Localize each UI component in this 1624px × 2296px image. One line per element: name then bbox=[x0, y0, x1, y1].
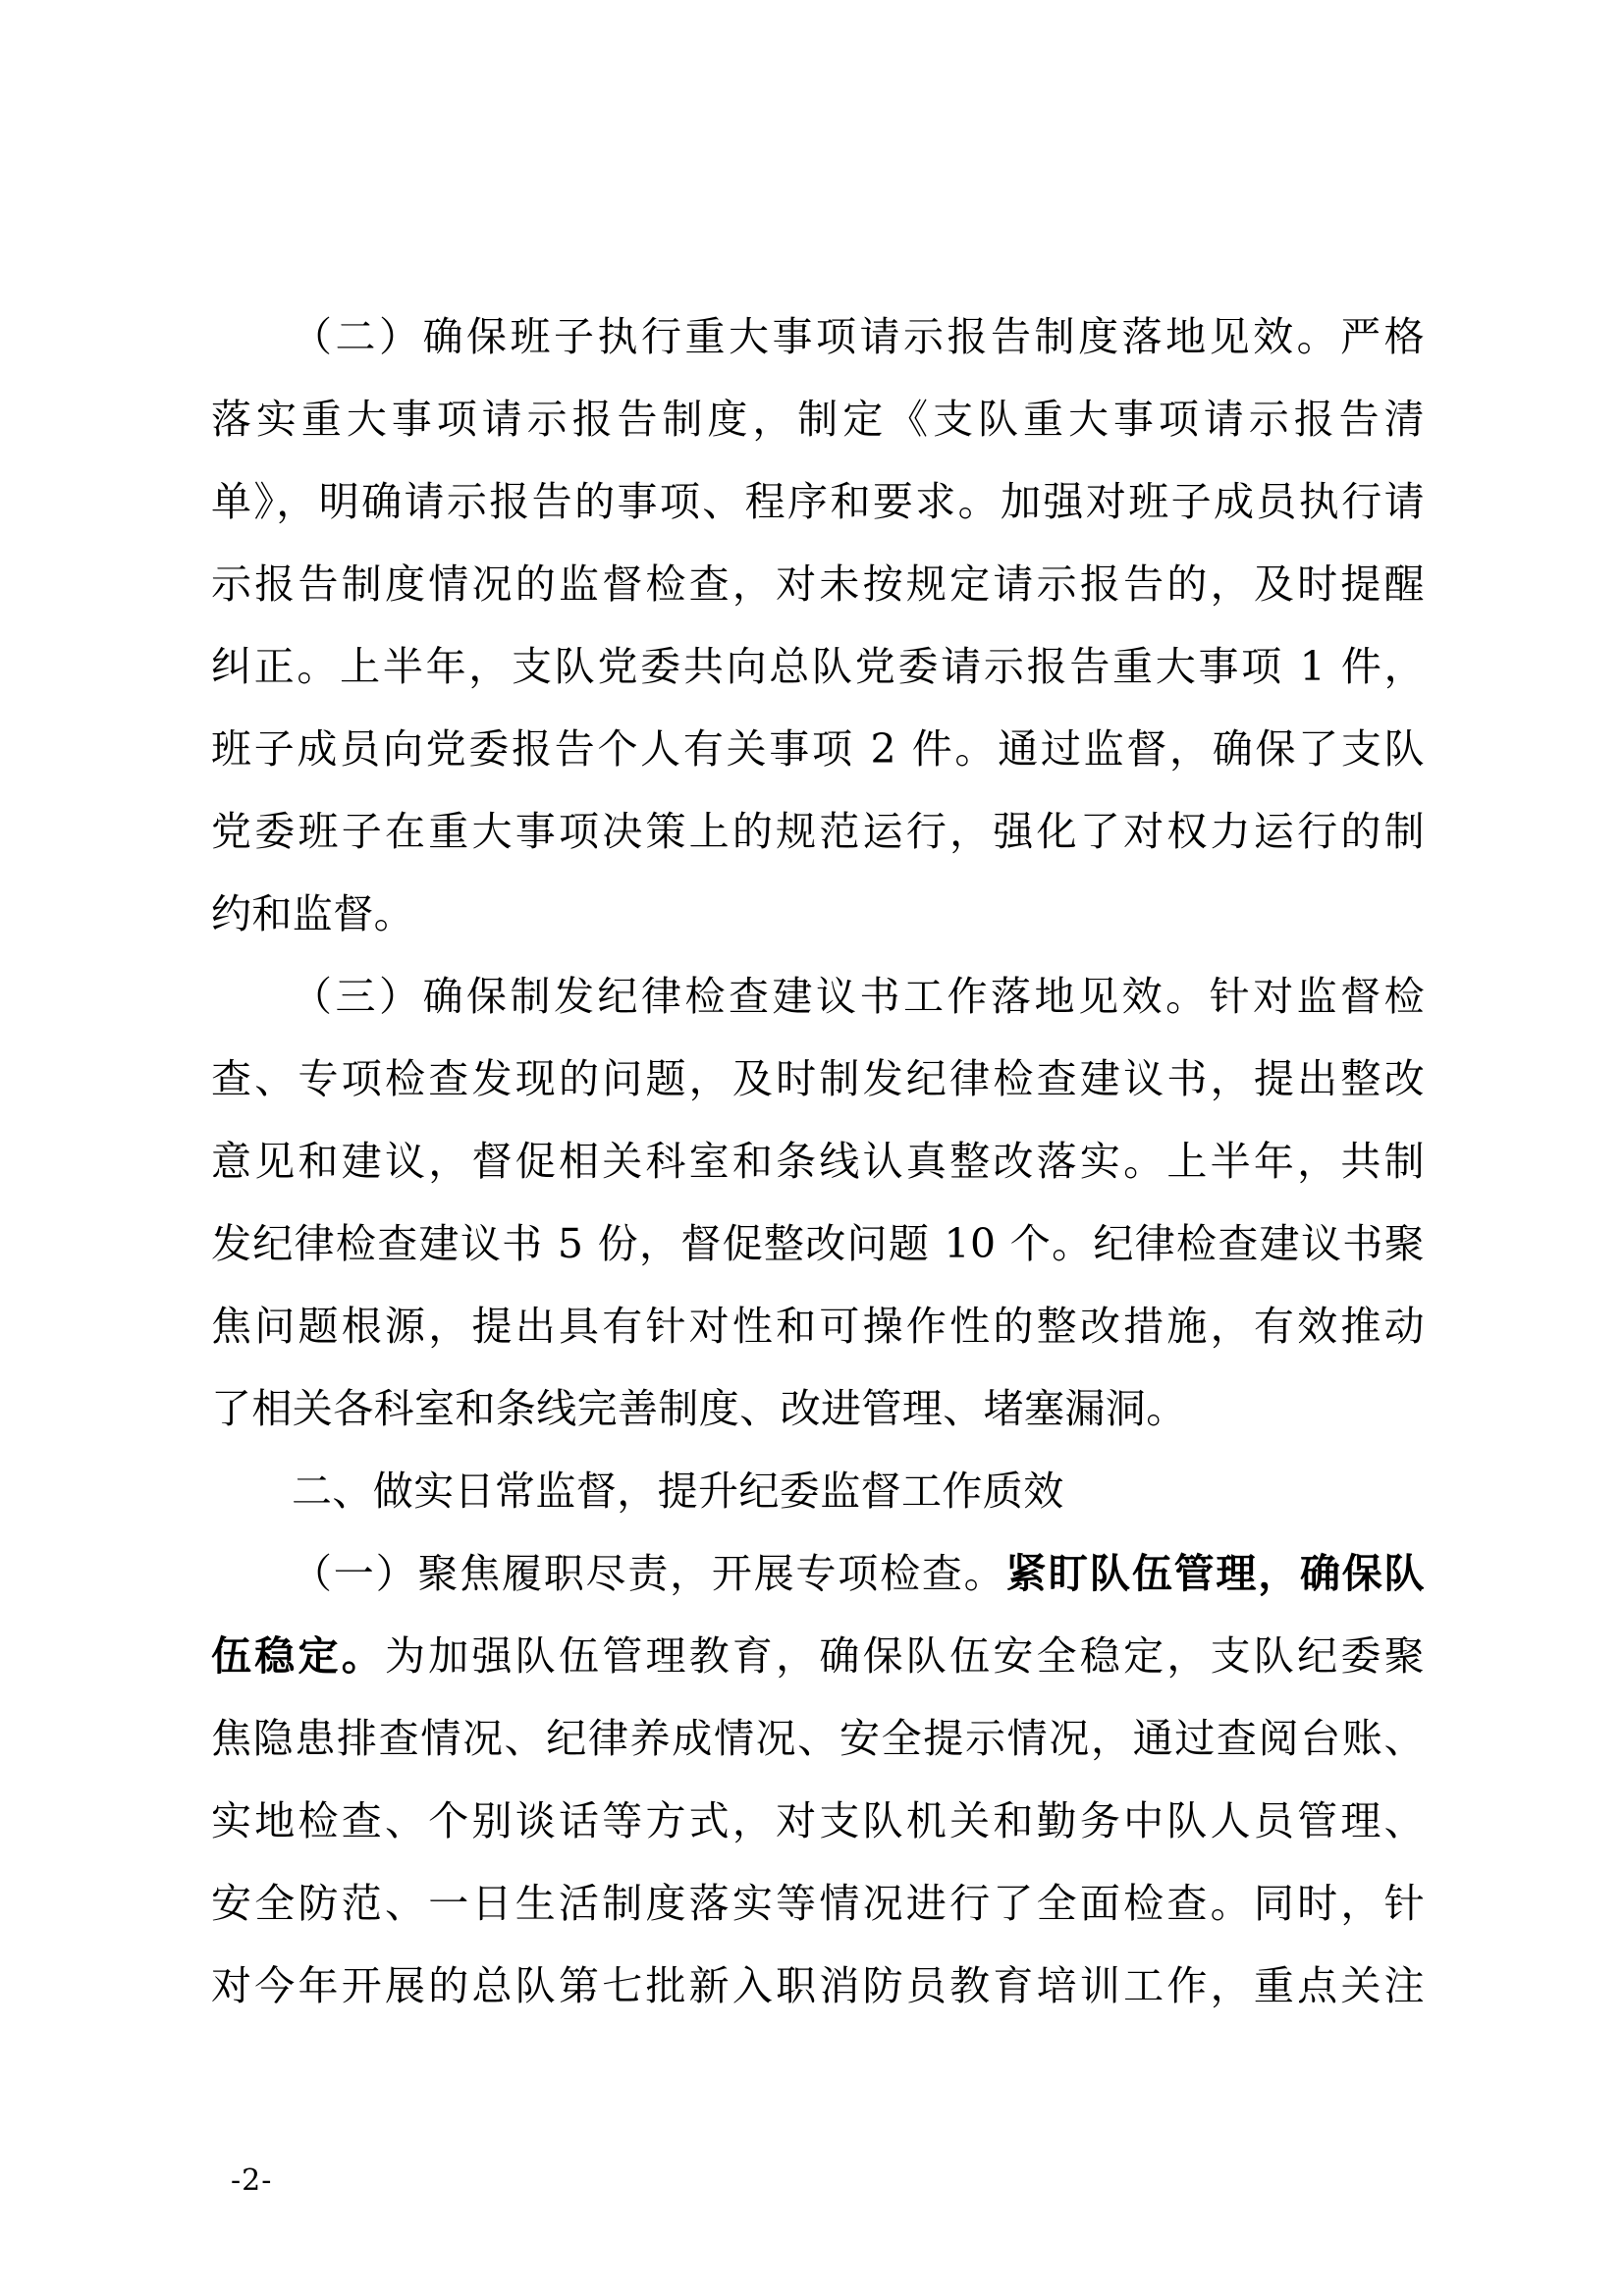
text-line: 查、专项检查发现的问题，及时制发纪律检查建议书，提出整改 bbox=[211, 1055, 1425, 1102]
paragraph-special-inspection bbox=[211, 1532, 1425, 2027]
text-line: 党委班子在重大事项决策上的规范运行，强化了对权力运行的制 bbox=[211, 808, 1425, 855]
section-heading-daily-supervision bbox=[211, 1450, 1425, 1532]
text-line: 实地检查、个别谈话等方式，对支队机关和勤务中队人员管理、 bbox=[211, 1797, 1425, 1844]
text-line: 班子成员向党委报告个人有关事项 2 件。通过监督，确保了支队 bbox=[211, 725, 1425, 773]
text-line: 发纪律检查建议书 5 份，督促整改问题 10 个。纪律检查建议书聚 bbox=[211, 1220, 1425, 1267]
text-line bbox=[211, 1532, 1425, 1615]
text-line: 焦隐患排查情况、纪律养成情况、安全提示情况，通过查阅台账、 bbox=[211, 1715, 1425, 1762]
bold-emphasis-text: 伍稳定。 bbox=[211, 1632, 385, 1680]
page-number: -2- bbox=[231, 2163, 273, 2198]
text-line: 对今年开展的总队第七批新入职消防员教育培训工作，重点关注 bbox=[211, 1962, 1425, 2009]
text-line: 安全防范、一日生活制度落实等情况进行了全面检查。同时，针 bbox=[211, 1880, 1425, 1927]
paragraph-lead-text: （一）聚焦履职尽责，开展专项检查。 bbox=[292, 1550, 1006, 1597]
section-heading-text: 二、做实日常监督，提升纪委监督工作质效 bbox=[292, 1468, 1064, 1515]
text-line: 示报告制度情况的监督检查，对未按规定请示报告的，及时提醒 bbox=[211, 561, 1425, 608]
text-line bbox=[211, 1615, 1425, 1697]
text-line: 单》，明确请示报告的事项、程序和要求。加强对班子成员执行请 bbox=[211, 478, 1425, 525]
text-line: （二）确保班子执行重大事项请示报告制度落地见效。严格 bbox=[292, 313, 1425, 360]
text-line: 意见和建议，督促相关科室和条线认真整改落实。上半年，共制 bbox=[211, 1138, 1425, 1185]
text-line: 纠正。上半年，支队党委共向总队党委请示报告重大事项 1 件， bbox=[211, 643, 1425, 690]
text-line: 焦问题根源，提出具有针对性和可操作性的整改措施，有效推动 bbox=[211, 1303, 1425, 1350]
paragraph-discipline-inspection-proposal bbox=[211, 955, 1425, 1450]
text-line: 了相关各科室和条线完善制度、改进管理、堵塞漏洞。 bbox=[211, 1385, 1187, 1432]
text-line: 落实重大事项请示报告制度，制定《支队重大事项请示报告清 bbox=[211, 396, 1425, 443]
bold-emphasis-text: 紧盯队伍管理，确保队 bbox=[1005, 1550, 1425, 1597]
text-line: 约和监督。 bbox=[211, 890, 414, 937]
paragraph-text: 为加强队伍管理教育，确保队伍安全稳定，支队纪委聚 bbox=[384, 1632, 1425, 1680]
document-body bbox=[211, 295, 1425, 2027]
paragraph-request-report-system bbox=[211, 295, 1425, 955]
text-line: （三）确保制发纪律检查建议书工作落地见效。针对监督检 bbox=[292, 973, 1425, 1020]
